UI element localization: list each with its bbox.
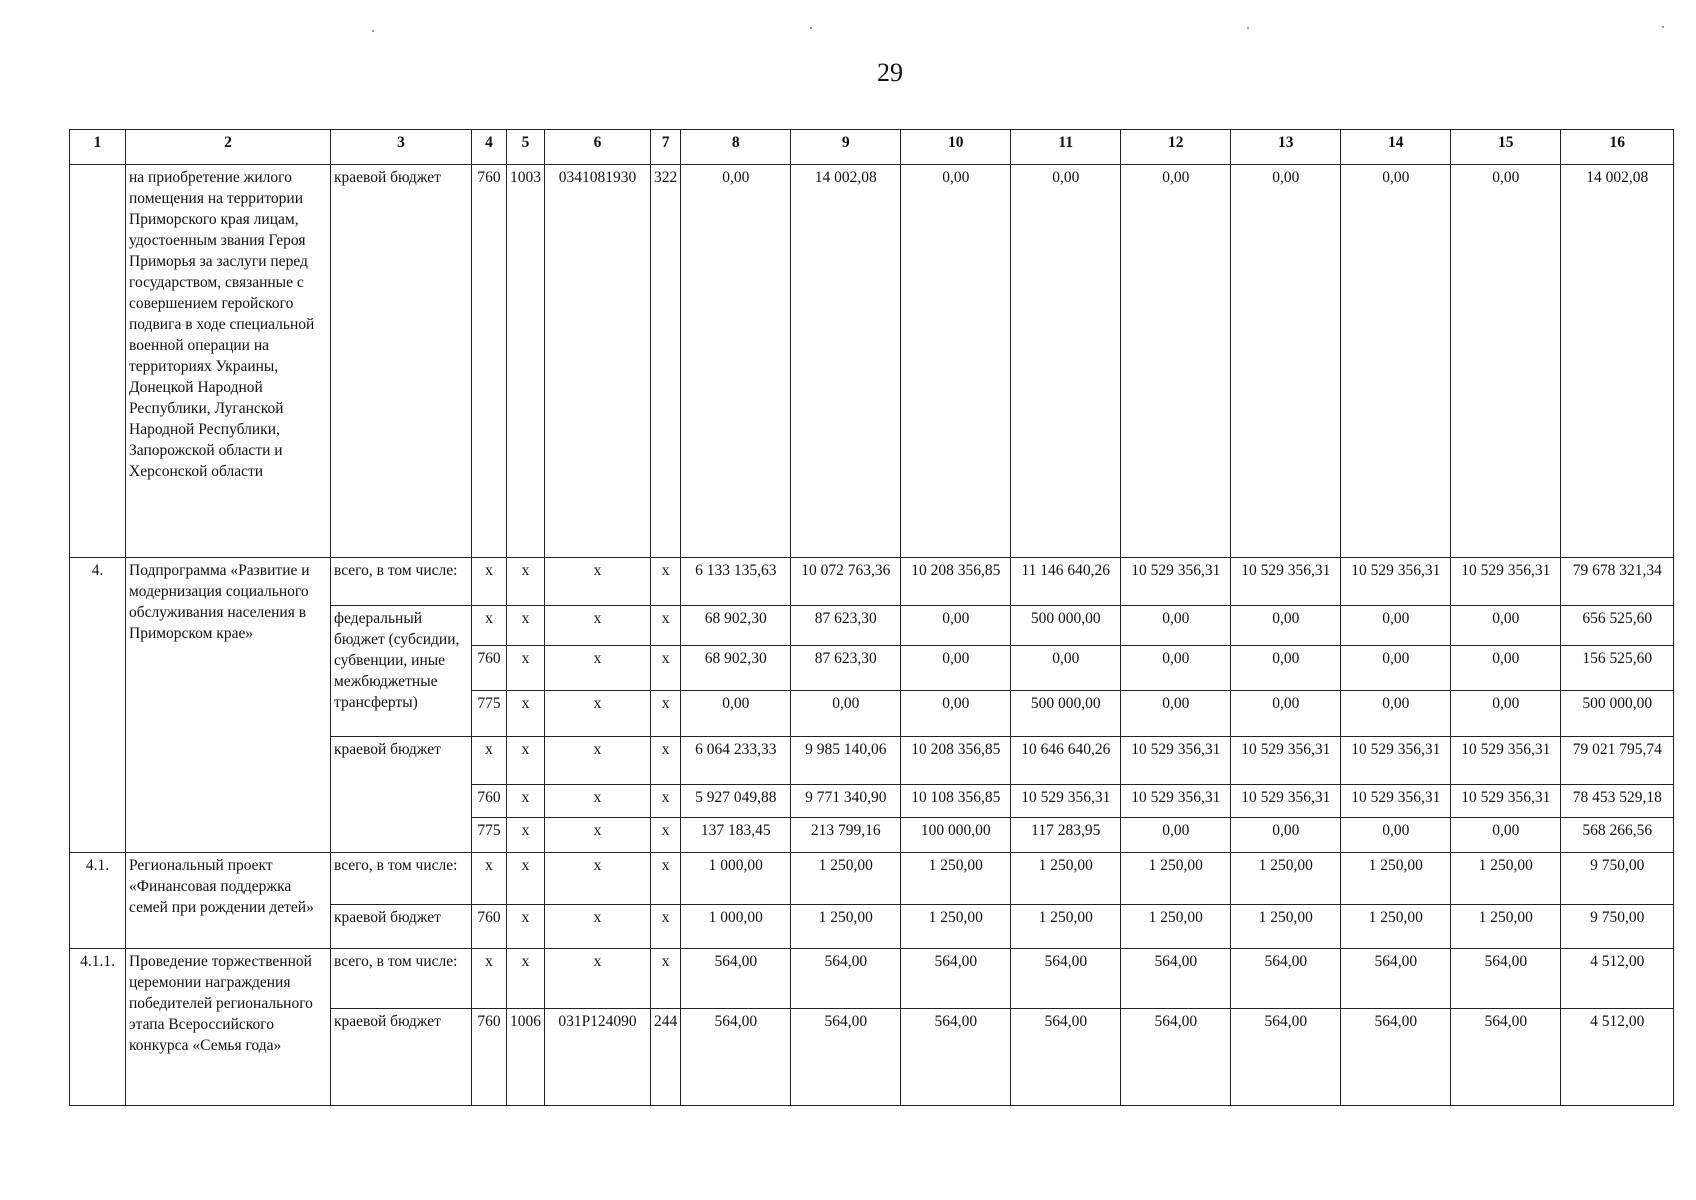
value-cell: 564,00	[1231, 949, 1341, 1009]
value-cell: 10 529 356,31	[1341, 785, 1451, 818]
value-cell: 0,00	[1451, 691, 1561, 737]
value-cell: 564,00	[901, 1009, 1011, 1106]
value-cell: 10 529 356,31	[1451, 558, 1561, 606]
code-cell: x	[545, 785, 651, 818]
header-cell: 13	[1231, 130, 1341, 165]
value-cell: 1 000,00	[681, 853, 791, 905]
value-cell: 0,00	[901, 646, 1011, 691]
value-cell: 1 250,00	[1011, 853, 1121, 905]
code-cell: 775	[472, 691, 507, 737]
value-cell: 10 529 356,31	[1231, 558, 1341, 606]
value-cell: 1 250,00	[1341, 905, 1451, 949]
value-cell: 0,00	[1231, 818, 1341, 853]
value-cell: 1 250,00	[1011, 905, 1121, 949]
value-cell: 10 529 356,31	[1231, 737, 1341, 785]
value-cell: 1 250,00	[1121, 853, 1231, 905]
value-cell: 79 678 321,34	[1561, 558, 1674, 606]
value-cell: 10 529 356,31	[1231, 785, 1341, 818]
value-cell: 87 623,30	[791, 646, 901, 691]
value-cell: 564,00	[1231, 1009, 1341, 1106]
value-cell: 0,00	[901, 606, 1011, 646]
code-cell: x	[651, 558, 681, 606]
row-number-cell: 4.1.1.	[70, 949, 126, 1106]
value-cell: 1 250,00	[901, 853, 1011, 905]
code-cell: x	[651, 949, 681, 1009]
value-cell: 1 250,00	[1121, 905, 1231, 949]
scan-speck	[810, 27, 812, 29]
code-cell: x	[651, 818, 681, 853]
code-cell: x	[472, 558, 507, 606]
code-cell: 1006	[507, 1009, 545, 1106]
value-cell: 1 250,00	[791, 853, 901, 905]
value-cell: 10 072 763,36	[791, 558, 901, 606]
value-cell: 0,00	[1341, 606, 1451, 646]
value-cell: 68 902,30	[681, 646, 791, 691]
value-cell: 0,00	[681, 165, 791, 558]
value-cell: 6 064 233,33	[681, 737, 791, 785]
value-cell: 1 000,00	[681, 905, 791, 949]
code-cell: x	[507, 949, 545, 1009]
value-cell: 0,00	[1011, 646, 1121, 691]
value-cell: 0,00	[1451, 165, 1561, 558]
code-cell: 760	[472, 905, 507, 949]
table-row	[70, 165, 1674, 558]
code-cell: 0341081930	[545, 165, 651, 558]
value-cell: 0,00	[1451, 606, 1561, 646]
header-cell: 12	[1121, 130, 1231, 165]
value-cell: 0,00	[1121, 818, 1231, 853]
code-cell: x	[507, 853, 545, 905]
value-cell: 500 000,00	[1011, 691, 1121, 737]
value-cell: 10 529 356,31	[1451, 785, 1561, 818]
code-cell: 1003	[507, 165, 545, 558]
header-cell: 14	[1341, 130, 1451, 165]
value-cell: 564,00	[1121, 949, 1231, 1009]
value-cell: 6 133 135,63	[681, 558, 791, 606]
value-cell: 1 250,00	[1451, 853, 1561, 905]
code-cell: x	[545, 905, 651, 949]
value-cell: 4 512,00	[1561, 949, 1674, 1009]
value-cell: 564,00	[681, 949, 791, 1009]
value-cell: 14 002,08	[1561, 165, 1674, 558]
code-cell: x	[472, 606, 507, 646]
code-cell: x	[651, 691, 681, 737]
code-cell: x	[545, 949, 651, 1009]
value-cell: 568 266,56	[1561, 818, 1674, 853]
header-cell: 1	[70, 130, 126, 165]
value-cell: 10 529 356,31	[1341, 558, 1451, 606]
code-cell: x	[545, 737, 651, 785]
value-cell: 0,00	[901, 691, 1011, 737]
header-cell: 3	[331, 130, 472, 165]
header-cell: 10	[901, 130, 1011, 165]
code-cell: x	[507, 606, 545, 646]
value-cell: 213 799,16	[791, 818, 901, 853]
value-cell: 0,00	[1231, 606, 1341, 646]
value-cell: 9 985 140,06	[791, 737, 901, 785]
scan-speck	[372, 30, 374, 32]
value-cell: 9 771 340,90	[791, 785, 901, 818]
code-cell: x	[545, 853, 651, 905]
code-cell: x	[651, 737, 681, 785]
value-cell: 68 902,30	[681, 606, 791, 646]
value-cell: 0,00	[1121, 165, 1231, 558]
code-cell: x	[545, 606, 651, 646]
code-cell: x	[651, 853, 681, 905]
value-cell: 564,00	[1011, 949, 1121, 1009]
value-cell: 9 750,00	[1561, 905, 1674, 949]
value-cell: 564,00	[1451, 949, 1561, 1009]
code-cell: 760	[472, 785, 507, 818]
funding-source: всего, в том числе:	[331, 949, 472, 1009]
code-cell: 760	[472, 165, 507, 558]
page-number: 29	[877, 58, 903, 87]
value-cell: 656 525,60	[1561, 606, 1674, 646]
code-cell: 775	[472, 818, 507, 853]
value-cell: 117 283,95	[1011, 818, 1121, 853]
code-cell: 760	[472, 1009, 507, 1106]
table-row	[70, 853, 1674, 905]
row-number-cell: 4.1.	[70, 853, 126, 949]
value-cell: 10 208 356,85	[901, 558, 1011, 606]
event-name: Проведение торжественной церемонии награждения победителей регионального этапа Всероссийского конкурса «Семья года»	[126, 949, 331, 1106]
code-cell: x	[651, 606, 681, 646]
value-cell: 1 250,00	[1451, 905, 1561, 949]
value-cell: 4 512,00	[1561, 1009, 1674, 1106]
funding-source: краевой бюджет	[331, 737, 472, 853]
code-cell: x	[472, 949, 507, 1009]
header-cell: 7	[651, 130, 681, 165]
project-name: Региональный проект «Финансовая поддержка семей при рождении детей»	[126, 853, 331, 949]
value-cell: 564,00	[1341, 949, 1451, 1009]
code-cell: x	[545, 691, 651, 737]
code-cell: x	[507, 737, 545, 785]
value-cell: 0,00	[1231, 165, 1341, 558]
funding-source: краевой бюджет	[331, 1009, 472, 1106]
header-cell: 2	[126, 130, 331, 165]
header-cell: 5	[507, 130, 545, 165]
header-cell: 8	[681, 130, 791, 165]
header-cell: 16	[1561, 130, 1674, 165]
value-cell: 10 108 356,85	[901, 785, 1011, 818]
value-cell: 10 529 356,31	[1121, 558, 1231, 606]
table-header-row	[70, 130, 1674, 165]
value-cell: 78 453 529,18	[1561, 785, 1674, 818]
value-cell: 0,00	[1231, 691, 1341, 737]
code-cell: 760	[472, 646, 507, 691]
code-cell: 031P124090	[545, 1009, 651, 1106]
code-cell: x	[472, 853, 507, 905]
value-cell: 87 623,30	[791, 606, 901, 646]
value-cell: 564,00	[1341, 1009, 1451, 1106]
value-cell: 500 000,00	[1011, 606, 1121, 646]
header-cell: 9	[791, 130, 901, 165]
funding-source: краевой бюджет	[331, 165, 472, 558]
header-cell: 6	[545, 130, 651, 165]
value-cell: 0,00	[1121, 691, 1231, 737]
value-cell: 10 529 356,31	[1121, 785, 1231, 818]
value-cell: 11 146 640,26	[1011, 558, 1121, 606]
value-cell: 10 529 356,31	[1121, 737, 1231, 785]
value-cell: 564,00	[1451, 1009, 1561, 1106]
value-cell: 0,00	[1451, 646, 1561, 691]
value-cell: 1 250,00	[1341, 853, 1451, 905]
funding-source: федеральный бюджет (субсидии, субвенции, иные межбюджетные трансферты)	[331, 606, 472, 737]
header-cell: 15	[1451, 130, 1561, 165]
value-cell: 1 250,00	[1231, 905, 1341, 949]
funding-source: краевой бюджет	[331, 905, 472, 949]
value-cell: 0,00	[1451, 818, 1561, 853]
table-row	[70, 949, 1674, 1009]
row-number-cell: 4.	[70, 558, 126, 853]
value-cell: 10 208 356,85	[901, 737, 1011, 785]
value-cell: 0,00	[1231, 646, 1341, 691]
value-cell: 1 250,00	[901, 905, 1011, 949]
value-cell: 0,00	[791, 691, 901, 737]
value-cell: 0,00	[1341, 165, 1451, 558]
value-cell: 14 002,08	[791, 165, 901, 558]
value-cell: 1 250,00	[791, 905, 901, 949]
funding-source: всего, в том числе:	[331, 558, 472, 606]
value-cell: 137 183,45	[681, 818, 791, 853]
code-cell: x	[507, 905, 545, 949]
value-cell: 100 000,00	[901, 818, 1011, 853]
value-cell: 9 750,00	[1561, 853, 1674, 905]
value-cell: 0,00	[1341, 646, 1451, 691]
value-cell: 564,00	[901, 949, 1011, 1009]
value-cell: 564,00	[1011, 1009, 1121, 1106]
code-cell: x	[651, 785, 681, 818]
code-cell: x	[507, 646, 545, 691]
code-cell: x	[472, 737, 507, 785]
value-cell: 500 000,00	[1561, 691, 1674, 737]
value-cell: 0,00	[1121, 646, 1231, 691]
table-row	[70, 558, 1674, 606]
code-cell: x	[507, 691, 545, 737]
value-cell: 5 927 049,88	[681, 785, 791, 818]
activity-name: на приобретение жилого помещения на территории Приморского края лицам, удостоенным звания Героя Приморья за заслуги перед государством, связанные с совершением геройского подвига в ходе специальной военной операции на территориях Украины, Донецкой Народной Республики, Луганской Народной Республики, Запорожской области и Херсонской области	[126, 165, 331, 558]
value-cell: 0,00	[1121, 606, 1231, 646]
code-cell: x	[545, 818, 651, 853]
scan-speck	[1247, 27, 1249, 29]
scan-speck	[1662, 26, 1664, 28]
value-cell: 564,00	[681, 1009, 791, 1106]
value-cell: 564,00	[791, 949, 901, 1009]
code-cell: x	[545, 558, 651, 606]
value-cell: 10 646 640,26	[1011, 737, 1121, 785]
value-cell: 10 529 356,31	[1451, 737, 1561, 785]
value-cell: 564,00	[1121, 1009, 1231, 1106]
value-cell: 0,00	[681, 691, 791, 737]
value-cell: 1 250,00	[1231, 853, 1341, 905]
value-cell: 564,00	[791, 1009, 901, 1106]
value-cell: 0,00	[1341, 691, 1451, 737]
code-cell: x	[651, 646, 681, 691]
code-cell: x	[507, 785, 545, 818]
header-cell: 11	[1011, 130, 1121, 165]
value-cell: 0,00	[1341, 818, 1451, 853]
code-cell: x	[507, 818, 545, 853]
code-cell: 244	[651, 1009, 681, 1106]
value-cell: 0,00	[901, 165, 1011, 558]
funding-source: всего, в том числе:	[331, 853, 472, 905]
budget-table	[69, 129, 1674, 1106]
code-cell: 322	[651, 165, 681, 558]
code-cell: x	[545, 646, 651, 691]
header-cell: 4	[472, 130, 507, 165]
code-cell: x	[651, 905, 681, 949]
value-cell: 10 529 356,31	[1341, 737, 1451, 785]
code-cell: x	[507, 558, 545, 606]
value-cell: 79 021 795,74	[1561, 737, 1674, 785]
value-cell: 0,00	[1011, 165, 1121, 558]
subprogram-name: Подпрограмма «Развитие и модернизация социального обслуживания населения в Приморском крае»	[126, 558, 331, 853]
value-cell: 10 529 356,31	[1011, 785, 1121, 818]
row-number-cell	[70, 165, 126, 558]
value-cell: 156 525,60	[1561, 646, 1674, 691]
